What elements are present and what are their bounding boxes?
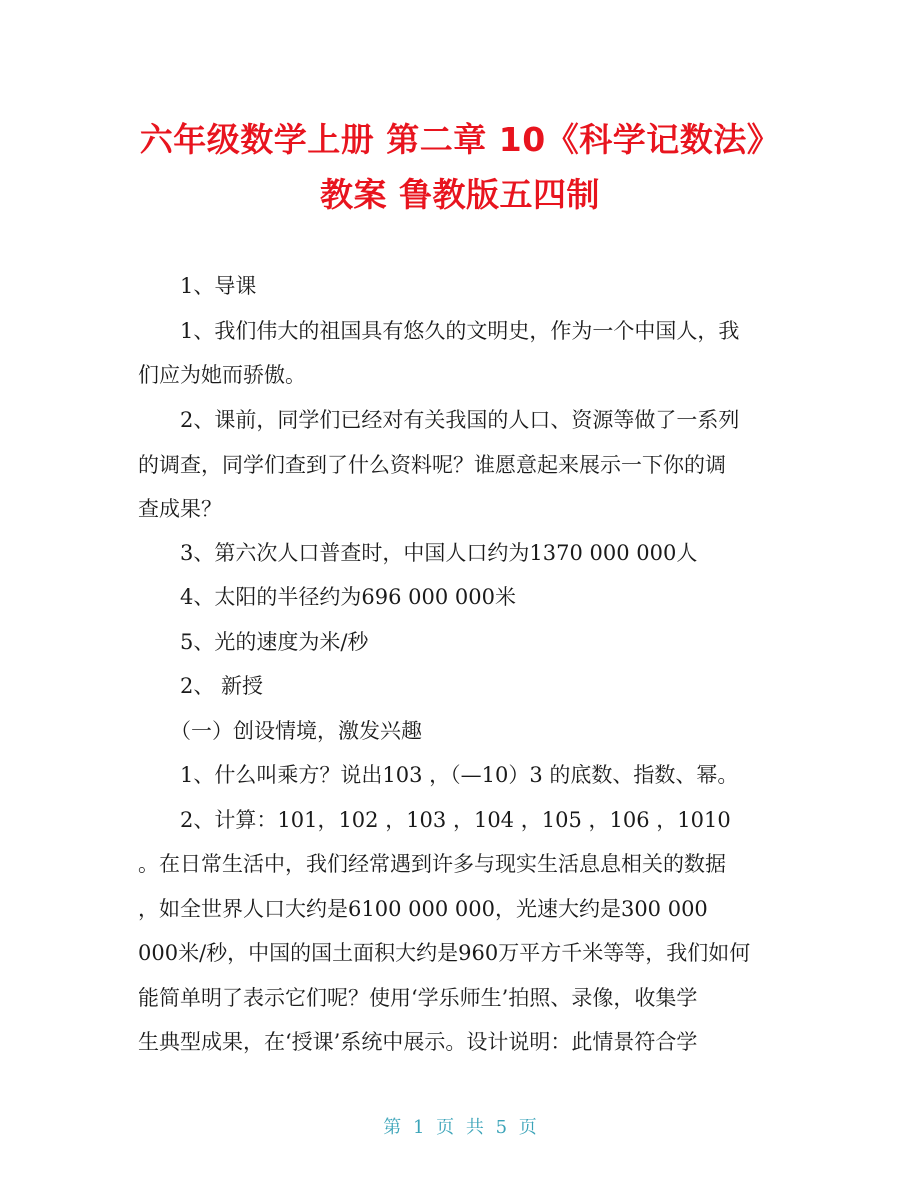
paragraph-line: 能简单明了表示它们呢？使用‘学乐师生’拍照、录像，收集学 (138, 986, 698, 1010)
page-footer: 第 1 页 共 5 页 (383, 1117, 537, 1138)
paragraph-line: 1、我们伟大的祖国具有悠久的文明史，作为一个中国人，我 (180, 319, 740, 343)
paragraph-line: 2、计算：101，102 ，103 ，104 ，105 ，106 ，1010 (180, 808, 731, 832)
paragraph-line: 查成果？ (138, 497, 222, 521)
document-title-line-2: 教案 鲁教版五四制 (320, 175, 600, 214)
paragraph-line: 000米/秒，中国的国土面积大约是960万平方千米等等，我们如何 (138, 941, 751, 965)
paragraph-line: 4、太阳的半径约为696 000 000米 (180, 585, 516, 609)
paragraph-line: 生典型成果，在‘授课’系统中展示。设计说明：此情景符合学 (138, 1030, 698, 1054)
paragraph-line: 1、什么叫乘方？说出103 ，（—10）3 的底数、指数、幂。 (180, 763, 739, 787)
paragraph-line: 。在日常生活中，我们经常遇到许多与现实生活息息相关的数据 (138, 852, 726, 876)
paragraph-line: 5、光的速度为米/秒 (180, 630, 369, 654)
section-heading: 2、 新授 (180, 674, 264, 698)
section-heading: 1、导课 (180, 274, 257, 298)
paragraph-line: 2、课前，同学们已经对有关我国的人口、资源等做了一系列 (180, 408, 740, 432)
paragraph-line: 的调查，同学们查到了什么资料呢？谁愿意起来展示一下你的调 (138, 453, 726, 477)
paragraph-line: ，如全世界人口大约是6100 000 000，光速大约是300 000 (138, 897, 708, 921)
document-title-line-1: 六年级数学上册 第二章 10《科学记数法》 (139, 120, 781, 159)
paragraph-line: 们应为她而骄傲。 (138, 363, 306, 387)
paragraph-line: 3、第六次人口普查时，中国人口约为1370 000 000人 (180, 541, 698, 565)
subsection-heading: （一）创设情境，激发兴趣 (170, 719, 422, 743)
